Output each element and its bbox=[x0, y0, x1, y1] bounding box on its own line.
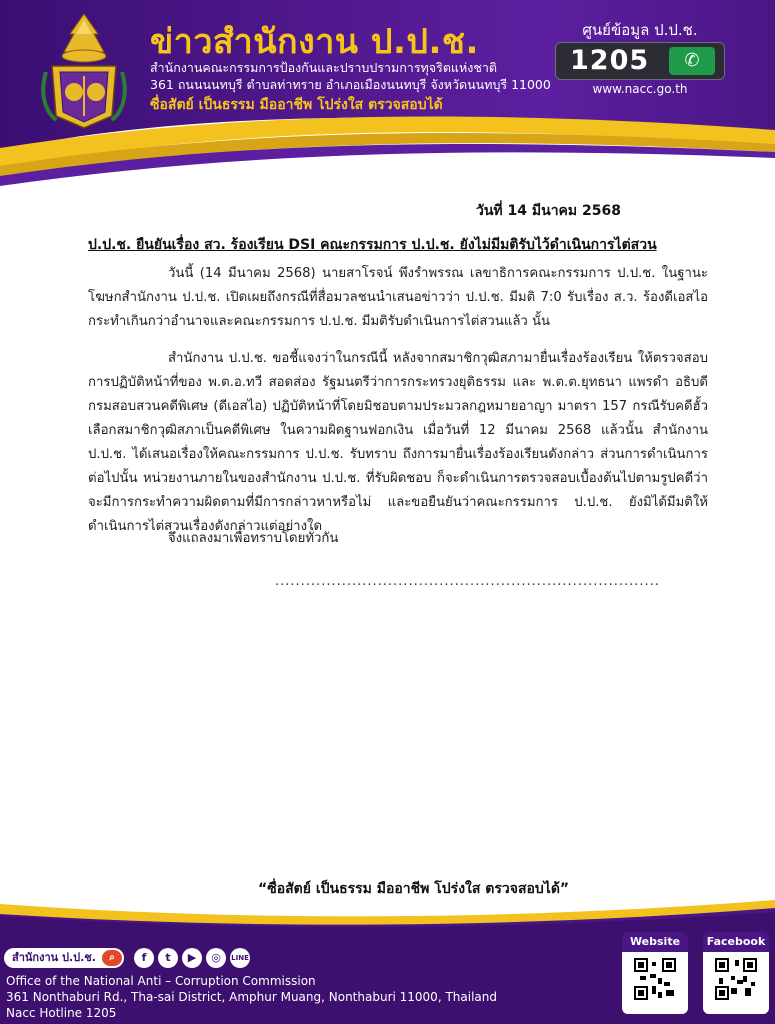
office-label: สำนักงาน ป.ป.ช. bbox=[12, 951, 96, 964]
footer-address: 361 Nonthaburi Rd., Tha-sai District, Amphur Muang, Nonthaburi 11000, Thailand bbox=[6, 990, 497, 1004]
search-icon: ⌕ bbox=[102, 950, 122, 966]
letterhead-header bbox=[0, 0, 775, 200]
document-headline: ป.ป.ช. ยืนยันเรื่อง สว. ร้องเรียน DSI คณะกรรมการ ป.ป.ช. ยังไม่มีมติรับไว้ดำเนินการไต่สวน bbox=[88, 237, 657, 253]
hotline-number: 1205 bbox=[570, 45, 650, 76]
line-icon[interactable]: LINE bbox=[230, 948, 250, 968]
twitter-icon[interactable]: t bbox=[158, 948, 178, 968]
header-address: 361 ถนนนนทบุรี ตำบลท่าทราย อำเภอเมืองนนทบุรี จังหวัดนนทบุรี 11000 bbox=[150, 77, 551, 92]
office-search-pill[interactable] bbox=[4, 948, 124, 968]
website-qr-code-icon bbox=[634, 958, 676, 1000]
nacc-emblem-icon bbox=[38, 12, 130, 132]
qr-facebook-label: Facebook bbox=[703, 932, 769, 952]
footer-office-name: Office of the National Anti – Corruption Commission bbox=[6, 974, 316, 988]
letterhead-footer bbox=[0, 900, 775, 1024]
website-url[interactable]: www.nacc.go.th bbox=[592, 82, 688, 96]
footer-motto: “ซื่อสัตย์ เป็นธรรม มืออาชีพ โปร่งใส ตรวจสอบได้” bbox=[258, 881, 570, 897]
paragraph-2: สำนักงาน ป.ป.ช. ขอชี้แจงว่าในกรณีนี้ หลังจากสมาชิกวุฒิสภามายื่นเรื่องร้องเรียน ให้ตรวจสอบการปฏิบัติหน้าที่ของ พ.ต.อ.ทวี สอดส่อง รัฐมนตรีว่าการกระทรวงยุติธรรม และ พ.ต.ต.ยุทธนา แพรดำ อธิบดีกรมสอบสวนคดีพิเศษ (ดีเอสไอ) ปฏิบัติหน้าที่โดยมิชอบตามประมวลกฎหมายอาญา มาตรา 157 กรณีรับคดีฮั้วเลือกสมาชิกวุฒิสภาเป็นคดีพิเศษ ในความผิดฐานฟอกเงิน เมื่อวันที่ 12 มีนาคม 2568 แล้วนั้น สำนักงาน ป.ป.ช. ได้เสนอเรื่องให้คณะกรรมการ ป.ป.ช. รับทราบ ถึงการมายื่นเรื่องร้องเรียนดังกล่าว ส่วนการดำเนินการต่อไปนั้น หน่วยงานภายในของสำนักงาน ป.ป.ช. ที่รับผิดชอบ ก็จะดำเนินการตรวจสอบเบื้องต้นไปตามรูปคดีว่าจะมีการกระทำความผิดตามที่มีการกล่าวหาหรือไม่ และขอยืนยันว่าคณะกรรมการ ป.ป.ช. ยังมิได้มีมติให้ดำเนินการไต่สวนเรื่องดังกล่าวแต่อย่างใด bbox=[88, 351, 708, 534]
header-agency-name: สำนักงานคณะกรรมการป้องกันและปราบปรามการทุจริตแห่งชาติ bbox=[150, 60, 497, 75]
website-qr-card[interactable] bbox=[622, 934, 688, 1014]
separator-dots: ........................................................................... bbox=[275, 574, 660, 589]
hotline-block bbox=[555, 18, 725, 100]
paragraph-1: วันนี้ (14 มีนาคม 2568) นายสาโรจน์ พึงรำพรรณ เลขาธิการคณะกรรมการ ป.ป.ช. ในฐานะโฆษกสำนักงาน ป.ป.ช. เปิดเผยถึงกรณีที่สื่อมวลชนนำเสนอข่าวว่า ป.ป.ช. มีมติ 7:0 รับเรื่อง ส.ว. ร้องดีเอสไอ กระทำเกินกว่าอำนาจและคณะกรรมการ ป.ป.ช. มีมติรับดำเนินการไต่สวนแล้ว นั้น bbox=[88, 266, 708, 329]
footer-hotline: Nacc Hotline 1205 bbox=[6, 1006, 117, 1020]
closing-statement: จึงแถลงมาเพื่อทราบโดยทั่วกัน bbox=[168, 531, 339, 546]
qr-website-label: Website bbox=[622, 932, 688, 952]
facebook-qr-card[interactable] bbox=[703, 934, 769, 1014]
facebook-icon[interactable]: f bbox=[134, 948, 154, 968]
hotline-title: ศูนย์ข้อมูล ป.ป.ช. bbox=[582, 21, 698, 39]
instagram-icon[interactable]: ◎ bbox=[206, 948, 226, 968]
header-motto: ซื่อสัตย์ เป็นธรรม มืออาชีพ โปร่งใส ตรวจสอบได้ bbox=[150, 97, 443, 113]
phone-icon: ✆ bbox=[669, 47, 715, 75]
document-date: วันที่ 14 มีนาคม 2568 bbox=[476, 203, 621, 219]
youtube-icon[interactable]: ▶ bbox=[182, 948, 202, 968]
header-title: ข่าวสำนักงาน ป.ป.ช. bbox=[150, 22, 479, 62]
hotline-pill bbox=[555, 42, 725, 80]
facebook-qr-code-icon bbox=[715, 958, 757, 1000]
